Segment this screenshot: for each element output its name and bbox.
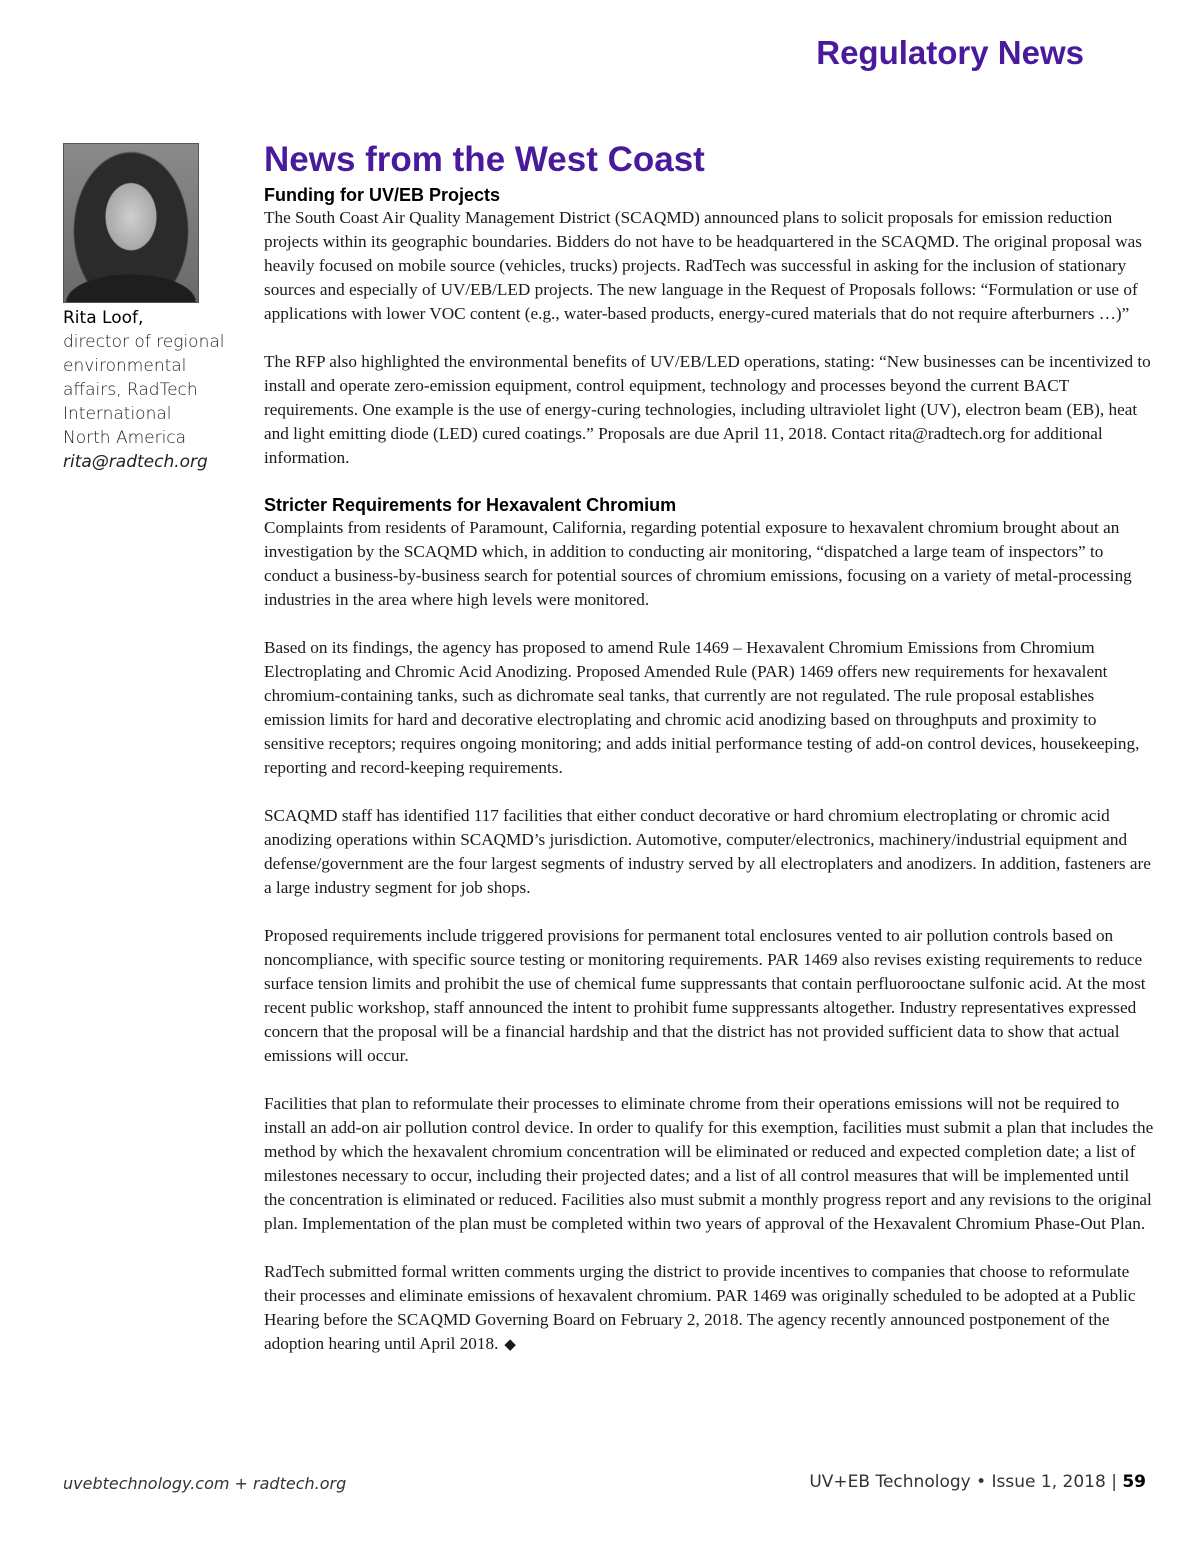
article-title: News from the West Coast <box>264 140 705 179</box>
section-heading: Stricter Requirements for Hexavalent Chromium <box>264 495 677 515</box>
paragraph-text: RadTech submitted formal written comments urging the district to provide incentives to companies that choose to reformulate their processes and eliminate emissions of hexavalent chromium. PAR 1469 was originally scheduled to be adopted at a Public Hearing before the SCAQMD Governing Board on February 2, 2018. The agency recently announced postponement of the adoption hearing until April 2018. <box>264 1262 1136 1353</box>
author-role-line: North America <box>63 428 187 448</box>
author-name: Rita Loof, <box>63 308 144 328</box>
page-number: 59 <box>1122 1472 1146 1492</box>
end-mark-icon: ◆ <box>504 1337 516 1353</box>
paragraph: SCAQMD staff has identified 117 facilities that either conduct decorative or hard chromium electroplating or chromic acid anodizing operations within SCAQMD’s jurisdiction. Automotive, computer/electronics, machinery/industrial equipment and defense/government are the four largest segments of industry served by all electroplaters and anodizers. In addition, fasteners are a large industry segment for job shops. <box>264 806 1151 897</box>
paragraph: Facilities that plan to reformulate their processes to eliminate chrome from their operations emissions will not be required to install an add-on air pollution control device. In order to qualify for this exemption, facilities must submit a plan that includes the method by which the hexavalent chromium concentration will be eliminated or reduced and expected completion date; a list of milestones necessary to occur, including their projected dates; and a list of all control measures that will be implemented until the concentration is eliminated or reduced. Facilities also must submit a monthly progress report and any revisions to the original plan. Implementation of the plan must be completed within two years of approval of the Hexavalent Chromium Phase-Out Plan. <box>264 1094 1154 1233</box>
paragraph: Based on its findings, the agency has proposed to amend Rule 1469 – Hexavalent Chromium Emissions from Chromium Electroplating and Chromic Acid Anodizing. Proposed Amended Rule (PAR) 1469 offers new requirements for hexavalent chromium-containing tanks, such as dichromate seal tanks, that currently are not regulated. The rule proposal establishes emission limits for hard and decorative electroplating and chromic acid anodizing based on throughputs and proximity to sensitive receptors; requires ongoing monitoring; and adds initial performance testing of add-on control devices, housekeeping, reporting and record-keeping requirements. <box>264 638 1140 777</box>
author-email-link[interactable]: rita@radtech.org <box>63 452 208 472</box>
section-label: Regulatory News <box>816 34 1084 71</box>
footer-websites: uvebtechnology.com + radtech.org <box>63 1474 347 1493</box>
article <box>264 140 1154 1381</box>
paragraph-last <box>264 1260 1154 1357</box>
paragraph: The South Coast Air Quality Management District (SCAQMD) announced plans to solicit proposals for emission reduction projects within its geographic boundaries. Bidders do not have to be headquartered in the SCAQMD. The original proposal was heavily focused on mobile source (vehicles, trucks) projects. RadTech was successful in asking for the inclusion of stationary sources and especially of UV/EB/LED projects. The new language in the Request of Proposals follows: “Formulation or use of applications with lower VOC content (e.g., water-based products, energy-cured materials that do not require afterburners …)” <box>264 208 1142 323</box>
author-photo-shoulders <box>64 262 198 302</box>
author-role-line: affairs, RadTech <box>63 380 198 400</box>
author-role-line: director of regional <box>63 332 225 352</box>
section-heading: Funding for UV/EB Projects <box>264 185 501 205</box>
footer-publication-info <box>809 1472 1146 1492</box>
author-bio <box>63 306 243 474</box>
paragraph: The RFP also highlighted the environmental benefits of UV/EB/LED operations, stating: “New businesses can be incentivized to install and operate zero-emission equipment, control equipment, technology and processes beyond the current BACT requirements. One example is the use of energy-curing technologies, including ultraviolet light (UV), electron beam (EB), heat and light emitting diode (LED) cured coatings.” Proposals are due April 11, 2018. Contact rita@radtech.org for additional information. <box>264 352 1151 467</box>
paragraph: Proposed requirements include triggered provisions for permanent total enclosures vented to air pollution controls based on noncompliance, with specific source testing or monitoring requirements. PAR 1469 also revises existing requirements to reduce surface tension limits and prohibit the use of chemical fume suppressants that contain perfluorooctane sulfonic acid. At the most recent public workshop, staff announced the intent to prohibit fume suppressants altogether. Industry representatives expressed concern that the proposal will be a financial hardship and that the district has not provided sufficient data to show that actual emissions will occur. <box>264 926 1146 1065</box>
paragraph: Complaints from residents of Paramount, California, regarding potential exposure to hexavalent chromium brought about an investigation by the SCAQMD which, in addition to conducting air monitoring, “dispatched a large team of inspectors” to conduct a business-by-business search for potential sources of chromium emissions, focusing on a variety of metal-processing industries in the area where high levels were monitored. <box>264 518 1132 609</box>
author-photo <box>63 143 199 303</box>
author-role-line: International <box>63 404 172 424</box>
footer-separator: | <box>1111 1472 1117 1492</box>
publication-issue: UV+EB Technology • Issue 1, 2018 <box>809 1472 1106 1492</box>
author-role-line: environmental <box>63 356 187 376</box>
